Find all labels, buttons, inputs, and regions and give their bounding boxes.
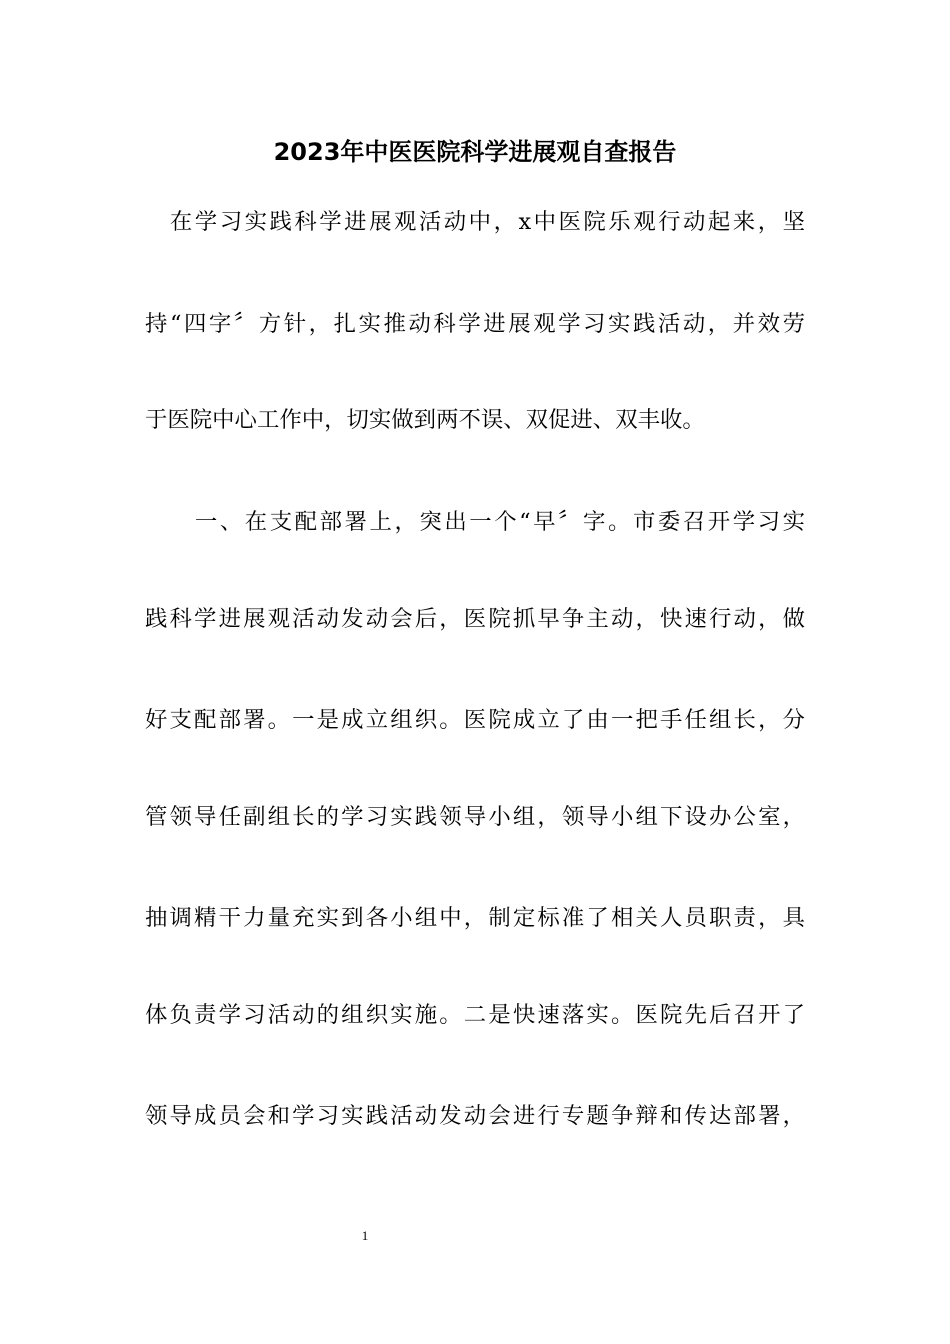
- body-line-8: 抽调精干力量充实到各小组中，制定标准了相关人员职责，具: [145, 905, 805, 931]
- body-line-9: 体负责学习活动的组织实施。二是快速落实。医院先后召开了: [145, 1002, 805, 1028]
- page-number: 1: [361, 1228, 369, 1243]
- document-title: 2023年中医医院科学进展观自查报告: [273, 138, 677, 166]
- body-line-6: 好支配部署。一是成立组织。医院成立了由一把手任组长，分: [145, 707, 805, 733]
- body-line-4: 一、在支配部署上，突出一个“早〞字。市委召开学习实: [145, 509, 805, 535]
- body-line-2: 持“四字〞方针，扎实推动科学进展观学习实践活动，并效劳: [145, 311, 805, 337]
- body-line-3: 于医院中心工作中，切实做到两不误、双促进、双丰收。: [145, 407, 705, 433]
- body-line-5: 践科学进展观活动发动会后，医院抓早争主动，快速行动，做: [145, 606, 805, 632]
- body-line-1: 在学习实践科学进展观活动中，x中医院乐观行动起来，坚: [145, 209, 805, 235]
- body-line-7: 管领导任副组长的学习实践领导小组，领导小组下设办公室，: [145, 804, 805, 830]
- body-line-10: 领导成员会和学习实践活动发动会进行专题争辩和传达部署，: [145, 1103, 805, 1129]
